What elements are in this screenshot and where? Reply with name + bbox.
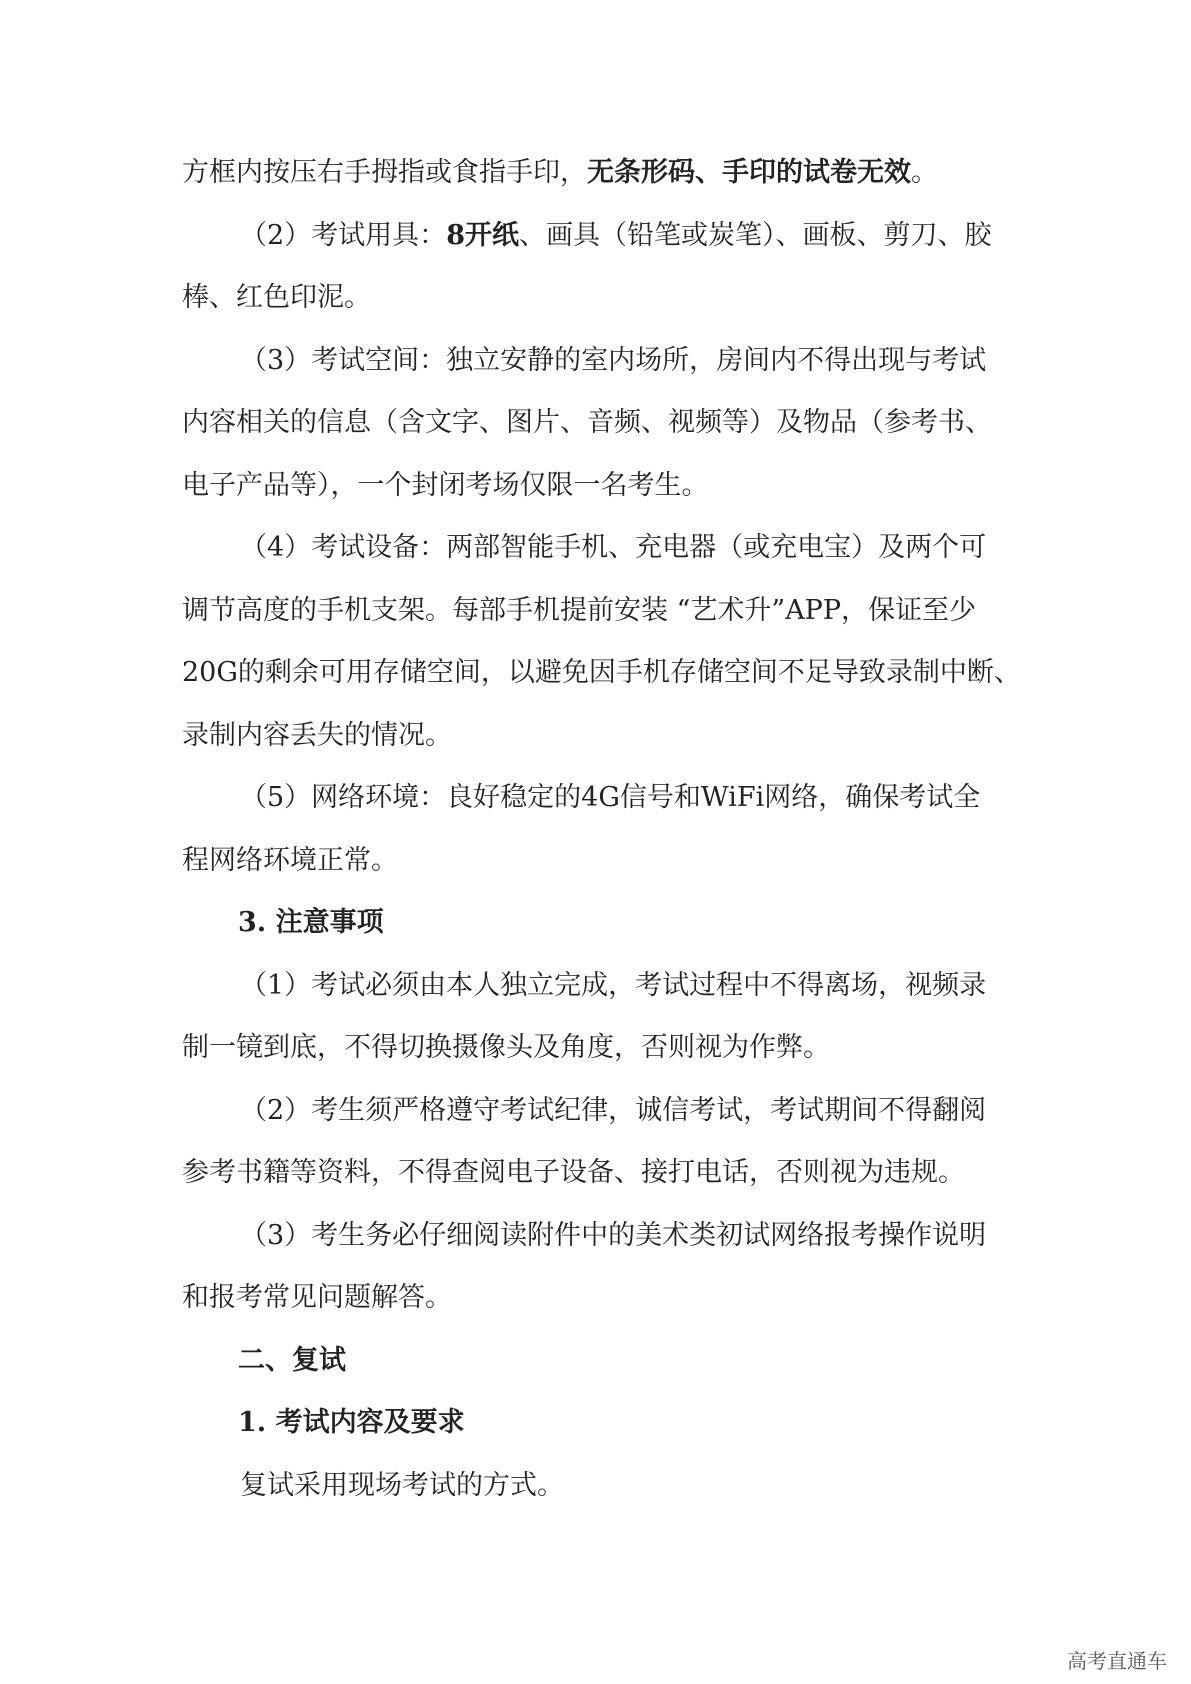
body-line: 电子产品等），一个封闭考场仅限一名考生。 (182, 470, 709, 501)
body-line (182, 155, 938, 191)
bold-text-run: 8开纸 (446, 220, 519, 251)
body-line: 复试采用现场考试的方式。 (240, 1470, 564, 1501)
section-heading: 1. 考试内容及要求 (238, 1407, 465, 1438)
body-line: 调节高度的手机支架。每部手机提前安装 “艺术升”APP，保证至少 (182, 595, 977, 626)
body-line: （2）考生须严格遵守考试纪律，诚信考试，考试期间不得翻阅 (240, 1095, 987, 1126)
bold-text-run: 无条形码、手印的试卷无效 (587, 157, 911, 188)
text-run: （2）考试用具： (240, 220, 447, 251)
text-run: 、画具（铅笔或炭笔）、画板、剪刀、胶 (518, 220, 992, 251)
body-line: （3）考试空间：独立安静的室内场所，房间内不得出现与考试 (240, 345, 987, 376)
text-run: 。 (911, 157, 938, 188)
body-line: （1）考试必须由本人独立完成，考试过程中不得离场，视频录 (240, 970, 987, 1001)
body-line: 和报考常见问题解答。 (182, 1282, 452, 1313)
body-line: 棒、红色印泥。 (182, 282, 371, 313)
section-heading: 二、复试 (238, 1345, 346, 1376)
body-line (240, 218, 991, 254)
body-line: 制一镜到底，不得切换摄像头及角度，否则视为作弊。 (182, 1032, 830, 1063)
body-line: 录制内容丢失的情况。 (182, 720, 452, 751)
body-line: 参考书籍等资料，不得查阅电子设备、接打电话，否则视为违规。 (182, 1157, 965, 1188)
section-heading: 3. 注意事项 (238, 907, 384, 938)
body-line: 20G的剩余可用存储空间，以避免因手机存储空间不足导致录制中断、 (182, 657, 1021, 688)
body-line: （4）考试设备：两部智能手机、充电器（或充电宝）及两个可 (240, 532, 987, 563)
body-line: （5）网络环境：良好稳定的4G信号和WiFi网络，确保考试全 (240, 782, 981, 813)
watermark: 高考直通车 (1067, 1649, 1167, 1673)
body-line: 内容相关的信息（含文字、图片、音频、视频等）及物品（参考书、 (182, 407, 992, 438)
body-line: 程网络环境正常。 (182, 845, 398, 876)
body-line: （3）考生务必仔细阅读附件中的美术类初试网络报考操作说明 (240, 1220, 987, 1251)
text-run: 方框内按压右手拇指或食指手印， (182, 157, 587, 188)
